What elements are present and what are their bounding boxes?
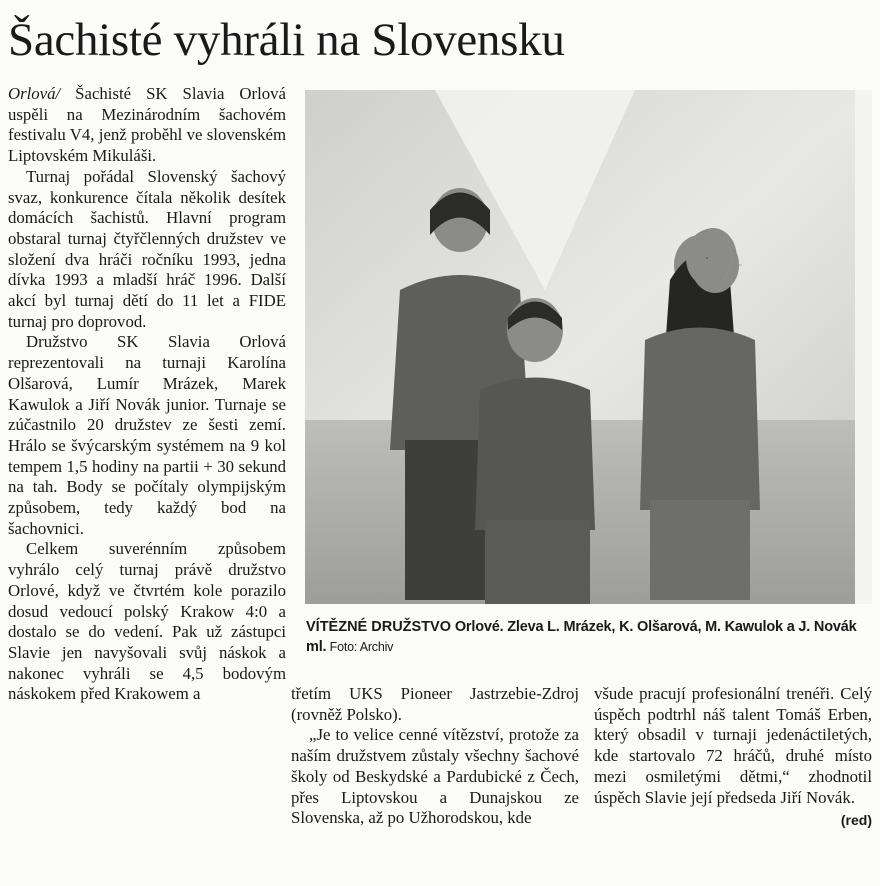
paragraph-7-text: všude pracují profesionální trenéři. Celý úspěch podtrhl náš talent Tomáš Erben, který obsadil v turnaji jedenáctiletých, kde startovalo 72 hráčů, druhé místo mezi osmiletými dětmi,“ zhodnotil úspěch Slavie její předseda Jiří Novák.: [594, 684, 872, 807]
paragraph-4: Celkem suverénním způsobem vyhrálo celý turnaj právě družstvo Orlové, když ve čtvrtém kole porazilo dosud vedoucí polský Krakow 4:0 a dostalo se do vedení. Pak už zástupci Slavie jen navyšovali svůj náskok a nakonec vyhráli se 4,5 bodovým náskokem před Krakowem a: [8, 539, 286, 704]
caption-lead: VÍTĚZNÉ DRUŽSTVO: [306, 619, 452, 635]
team-with-trophy-photo: [305, 90, 872, 604]
article-column-right: [594, 684, 872, 831]
photo-credit: Foto: Archiv: [326, 640, 394, 654]
paragraph-5: třetím UKS Pioneer Jastrzebie-Zdroj (rovněž Polsko).: [291, 684, 579, 724]
author-signature: (red): [840, 812, 872, 829]
dateline: Orlová/: [8, 84, 61, 103]
headline: Šachisté vyhráli na Slovensku: [8, 14, 565, 66]
paragraph-3: Družstvo SK Slavia Orlová reprezentovali na turnaji Karolína Olšarová, Lumír Mrázek, Marek Kawulok a Jiří Novák junior. Turnaje se zúčastnilo 20 družstev ze šesti zemí. Hrálo se švýcarským systémem na 9 kol tempem 1,5 hodiny na partii + 30 sekund na tah. Body se počítaly olympijským způsobem, tedy každý bod na šachovnici.: [8, 332, 286, 538]
paragraph-1: [8, 84, 286, 167]
paragraph-6: „Je to velice cenné vítězství, protože za naším družstvem zůstaly všechny šachové školy od Beskydské a Pardubické z Čech, přes Liptovskou a Dunajskou ze Slovenska, až po Užhorodskou, kde: [291, 725, 579, 828]
caption-text: Orlové. Zleva L. Mrázek, K. Olšarová, M. Kawulok a J. Novák ml.: [306, 619, 857, 655]
article-column-left: [8, 84, 286, 705]
article-column-middle: [291, 684, 579, 829]
team-photo: [305, 90, 872, 604]
paragraph-7: [594, 684, 872, 829]
photo-caption: [306, 617, 872, 657]
paragraph-2: Turnaj pořádal Slovenský šachový svaz, konkurence čítala několik desítek domácích šachistů. Hlavní program obstaral turnaj čtyřčlenných družstev ve složení dva hráči ročníku 1993, jedna dívka 1993 a mladší hráč 1996. Další akcí byl turnaj dětí do 11 let a FIDE turnaj pro doprovod.: [8, 166, 286, 331]
paragraph-1-text: Šachisté SK Slavia Orlová uspěli na Mezinárodním šachovém festivalu V4, jenž proběhl ve slovenském Liptovském Mikuláši.: [8, 84, 286, 166]
